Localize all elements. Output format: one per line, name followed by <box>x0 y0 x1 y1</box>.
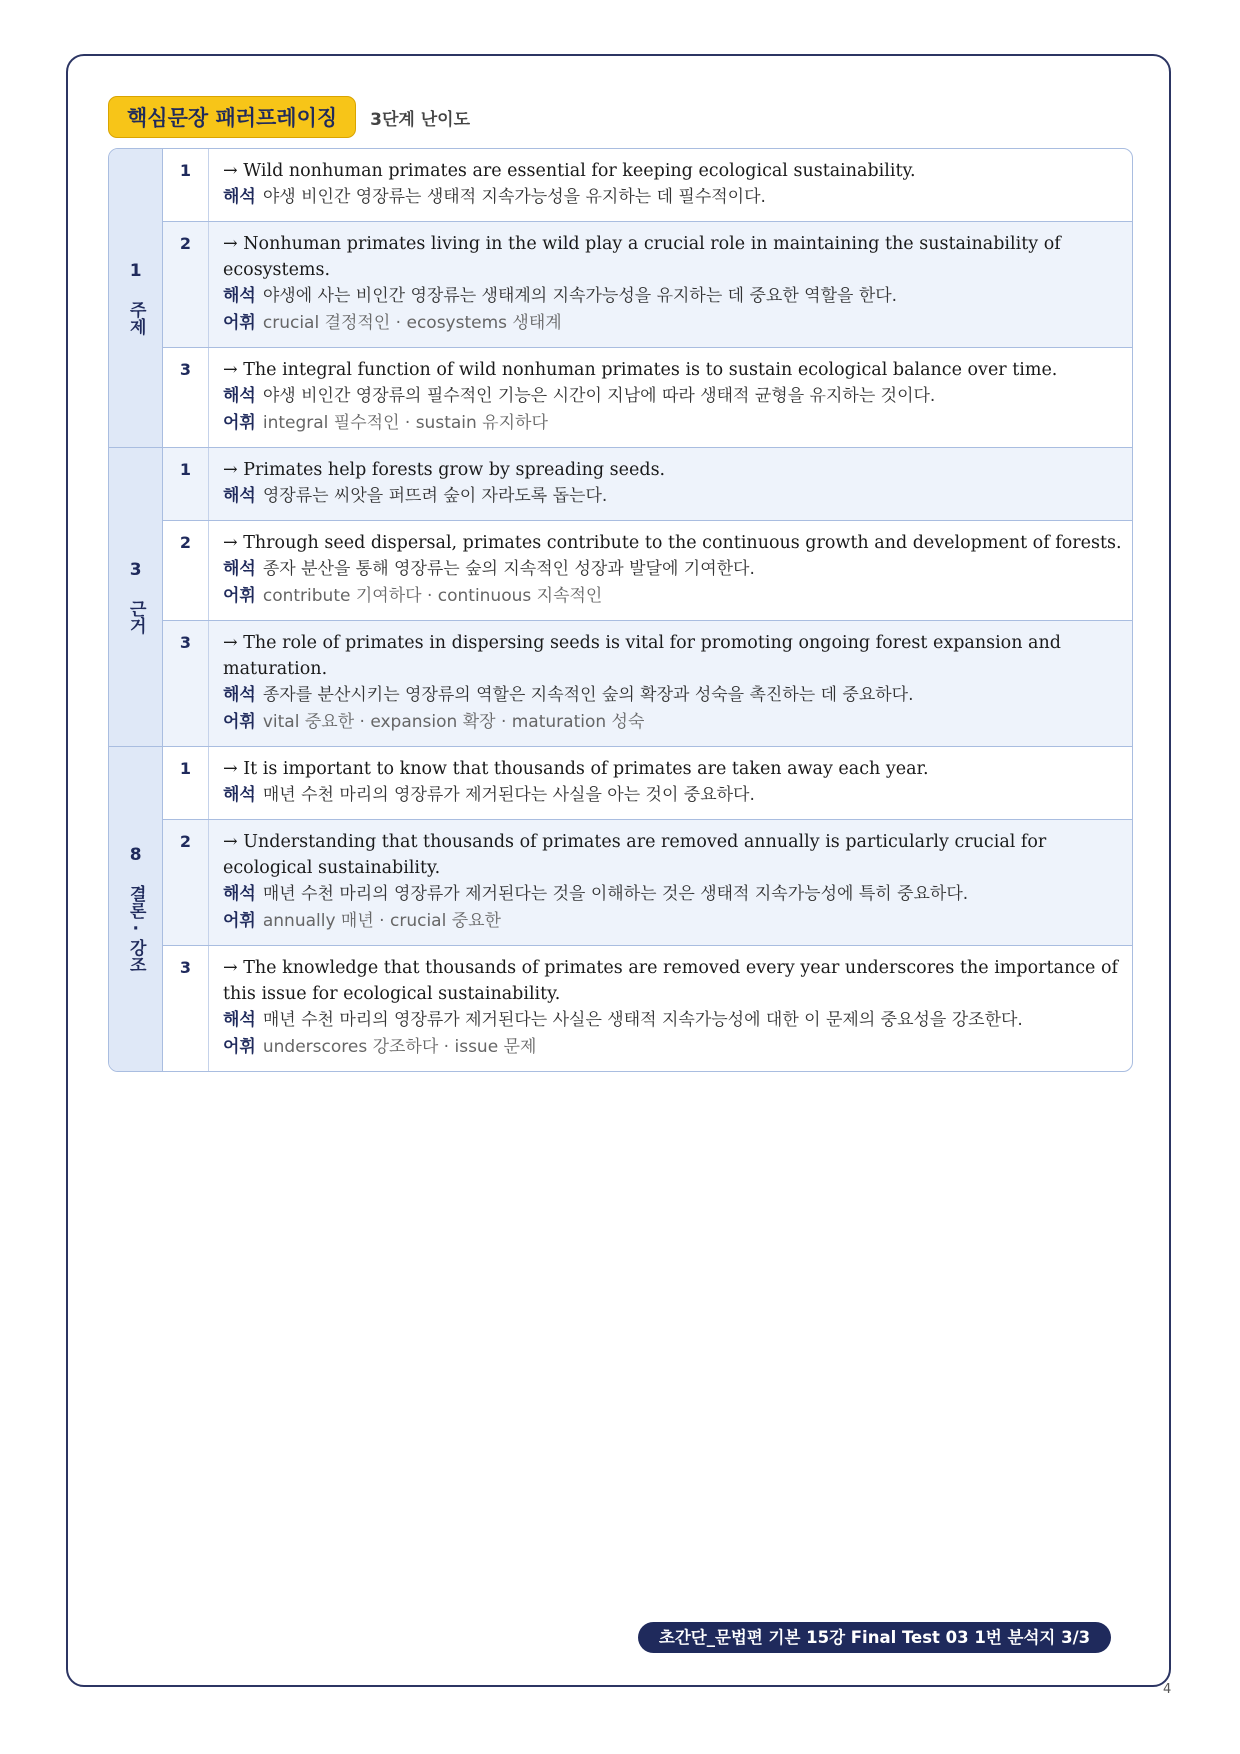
korean-translation: 매년 수천 마리의 영장류가 제거된다는 사실을 아는 것이 중요하다. <box>262 785 755 805</box>
vocabulary-tag: 어휘 <box>223 413 256 433</box>
section-title-badge: 핵심문장 패러프레이징 <box>108 96 356 138</box>
row-number: 3 <box>163 621 209 746</box>
group-label: 3 근거 <box>125 560 146 634</box>
korean-translation: 매년 수천 마리의 영장류가 제거된다는 사실은 생태적 지속가능성에 대한 이 문제의 중요성을 강조한다. <box>262 1010 1023 1030</box>
vocabulary-list: annually 매년 · crucial 중요한 <box>262 911 501 931</box>
paraphrase-row <box>163 448 1132 520</box>
row-number: 3 <box>163 946 209 1071</box>
korean-translation: 영장류는 씨앗을 퍼뜨려 숲이 자라도록 돕는다. <box>262 486 608 506</box>
paraphrase-row <box>163 620 1132 746</box>
english-sentence: → The integral function of wild nonhuman primates is to sustain ecological balance over time. <box>223 360 1058 380</box>
interpretation-tag: 해석 <box>223 286 256 306</box>
english-sentence: → The role of primates in dispersing seeds is vital for promoting ongoing forest expansion and maturation. <box>223 633 1061 679</box>
row-number: 1 <box>163 448 209 520</box>
vocabulary-tag: 어휘 <box>223 911 256 931</box>
paragraph-group <box>109 447 1132 746</box>
group-label-cell <box>109 448 163 746</box>
group-label-cell <box>109 149 163 447</box>
paraphrase-row <box>163 747 1132 819</box>
interpretation-tag: 해석 <box>223 884 256 904</box>
korean-translation: 종자를 분산시키는 영장류의 역할은 지속적인 숲의 확장과 성숙을 촉진하는 데 중요하다. <box>262 685 914 705</box>
footer-label: 초간단_문법편 기본 15강 Final Test 03 1번 분석지 3/3 <box>638 1622 1111 1653</box>
difficulty-level: 3단계 난이도 <box>370 109 471 130</box>
english-sentence: → The knowledge that thousands of primates are removed every year underscores the importance of this issue for ecological sustainability. <box>223 958 1118 1004</box>
row-number: 2 <box>163 222 209 347</box>
paraphrase-row <box>163 520 1132 620</box>
paraphrase-row <box>163 149 1132 221</box>
paragraph-group <box>109 149 1132 447</box>
paraphrase-table <box>108 148 1133 1072</box>
korean-translation: 야생에 사는 비인간 영장류는 생태계의 지속가능성을 유지하는 데 중요한 역할을 한다. <box>262 286 898 306</box>
paraphrase-row <box>163 221 1132 347</box>
vocabulary-list: crucial 결정적인 · ecosystems 생태계 <box>262 313 562 333</box>
paraphrase-row <box>163 819 1132 945</box>
paragraph-group <box>109 746 1132 1071</box>
interpretation-tag: 해석 <box>223 486 256 506</box>
vocabulary-list: contribute 기여하다 · continuous 지속적인 <box>262 586 603 606</box>
korean-translation: 종자 분산을 통해 영장류는 숲의 지속적인 성장과 발달에 기여한다. <box>262 559 755 579</box>
vocabulary-tag: 어휘 <box>223 586 256 606</box>
english-sentence: → Understanding that thousands of primates are removed annually is particularly crucial for ecological sustainability. <box>223 832 1047 878</box>
section-header <box>108 95 470 139</box>
group-label: 8 결론·강조 <box>125 845 146 973</box>
interpretation-tag: 해석 <box>223 785 256 805</box>
group-label: 1 주제 <box>125 261 146 335</box>
group-label-cell <box>109 747 163 1071</box>
vocabulary-list: vital 중요한 · expansion 확장 · maturation 성숙 <box>262 712 645 732</box>
interpretation-tag: 해석 <box>223 685 256 705</box>
korean-translation: 매년 수천 마리의 영장류가 제거된다는 것을 이해하는 것은 생태적 지속가능성에 특히 중요하다. <box>262 884 969 904</box>
vocabulary-tag: 어휘 <box>223 313 256 333</box>
english-sentence: → Through seed dispersal, primates contribute to the continuous growth and development of forests. <box>223 533 1122 553</box>
paraphrase-row <box>163 945 1132 1071</box>
row-number: 2 <box>163 521 209 620</box>
paraphrase-row <box>163 347 1132 447</box>
vocabulary-tag: 어휘 <box>223 1037 256 1057</box>
interpretation-tag: 해석 <box>223 1010 256 1030</box>
english-sentence: → Nonhuman primates living in the wild play a crucial role in maintaining the sustainability of ecosystems. <box>223 234 1061 280</box>
interpretation-tag: 해석 <box>223 559 256 579</box>
vocabulary-list: underscores 강조하다 · issue 문제 <box>262 1037 537 1057</box>
english-sentence: → Wild nonhuman primates are essential for keeping ecological sustainability. <box>223 161 916 181</box>
vocabulary-list: integral 필수적인 · sustain 유지하다 <box>262 413 548 433</box>
row-number: 2 <box>163 820 209 945</box>
english-sentence: → Primates help forests grow by spreading seeds. <box>223 460 666 480</box>
page-number: 4 <box>1163 1682 1172 1697</box>
vocabulary-tag: 어휘 <box>223 712 256 732</box>
interpretation-tag: 해석 <box>223 187 256 207</box>
korean-translation: 야생 비인간 영장류의 필수적인 기능은 시간이 지남에 따라 생태적 균형을 유지하는 것이다. <box>262 386 936 406</box>
row-number: 1 <box>163 747 209 819</box>
row-number: 1 <box>163 149 209 221</box>
interpretation-tag: 해석 <box>223 386 256 406</box>
korean-translation: 야생 비인간 영장류는 생태적 지속가능성을 유지하는 데 필수적이다. <box>262 187 766 207</box>
english-sentence: → It is important to know that thousands of primates are taken away each year. <box>223 759 929 779</box>
row-number: 3 <box>163 348 209 447</box>
